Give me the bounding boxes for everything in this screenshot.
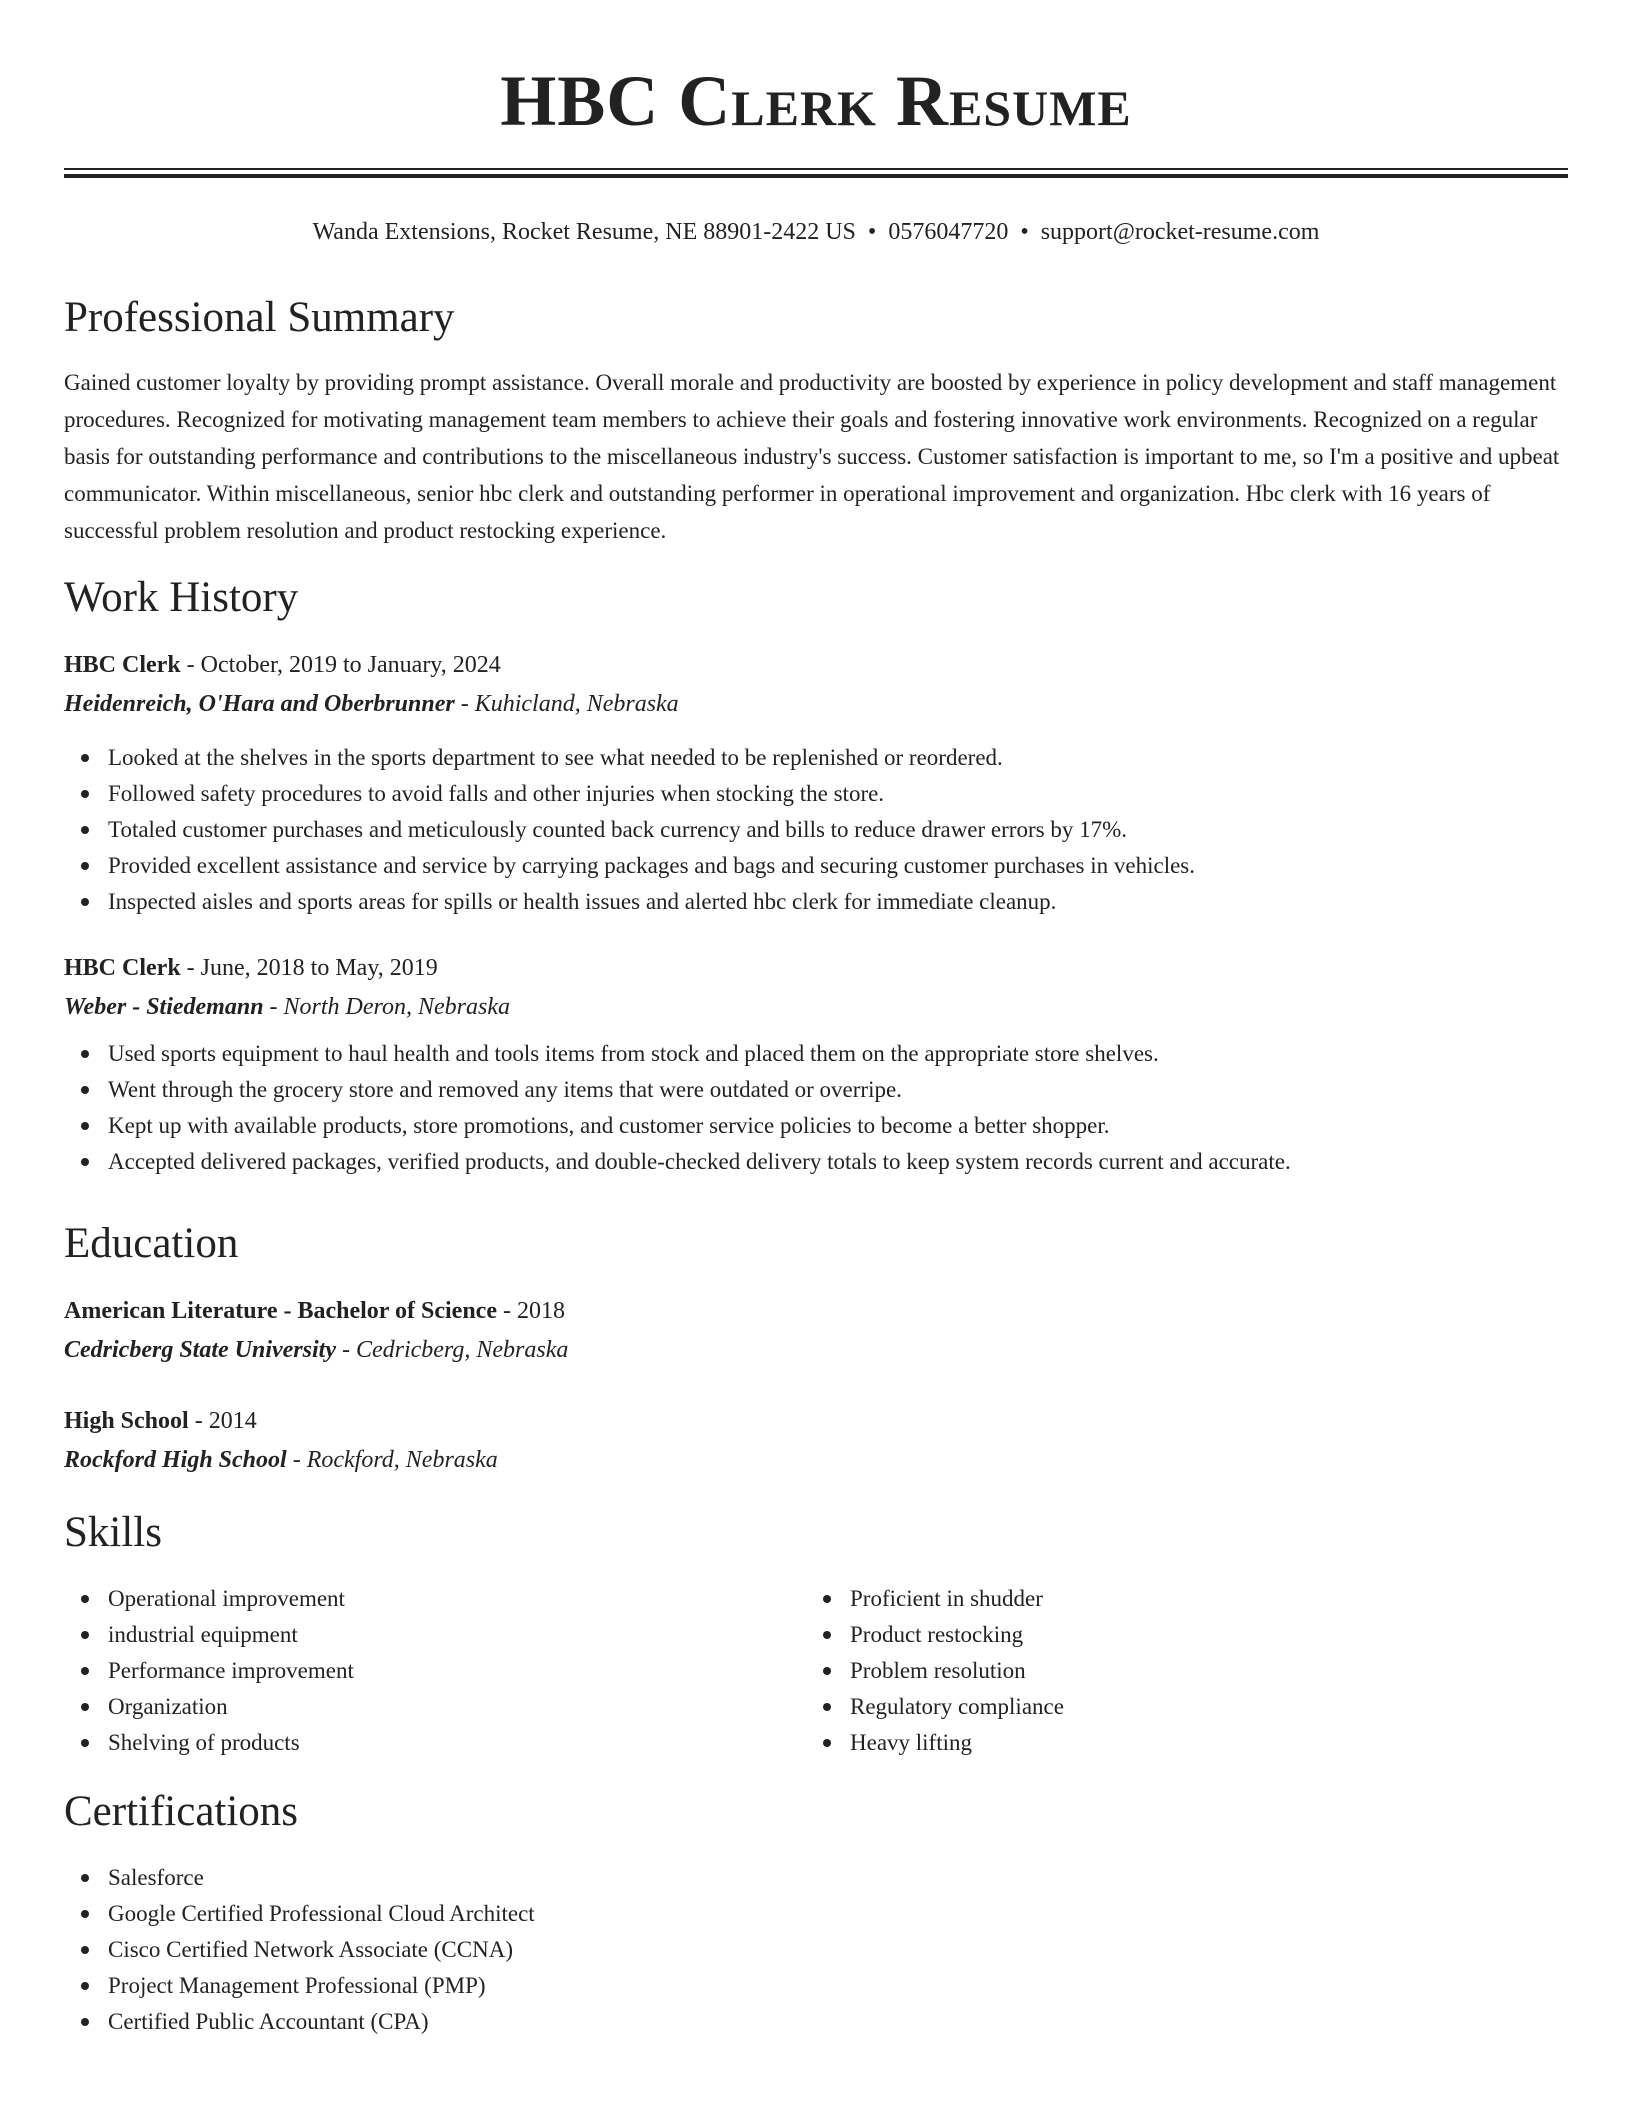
job-title-line [64,950,438,986]
bullet-icon [81,898,89,906]
bullet-icon [81,1631,89,1639]
work-history-heading: Work History [64,574,299,621]
employer-line [64,686,679,722]
contact-line [64,214,1568,250]
list-item: Shelving of products [64,1725,354,1761]
school-location: - Rockford, Nebraska [286,1447,498,1473]
school-line [64,1442,498,1478]
list-item: industrial equipment [64,1617,354,1653]
bullet-icon [81,1703,89,1711]
bullet-icon [81,754,89,762]
list-item: Cisco Certified Network Associate (CCNA) [64,1932,535,1968]
bullet-icon [81,862,89,870]
bullet-icon [81,1946,89,1954]
list-item: Kept up with available products, store promotions, and customer service policies to become a better shopper. [64,1108,1291,1144]
employer-location: - North Deron, Nebraska [263,994,510,1020]
job-bullets [64,740,1195,920]
list-item: Project Management Professional (PMP) [64,1968,535,2004]
employer-location: - Kuhicland, Nebraska [454,691,679,717]
bullet-icon [823,1703,831,1711]
job-dates: - June, 2018 to May, 2019 [180,955,438,981]
job-bullets [64,1036,1291,1180]
degree-name: High School [64,1408,189,1434]
list-item: Inspected aisles and sports areas for spills or health issues and alerted hbc clerk for immediate cleanup. [64,884,1195,920]
bullet-icon [81,1874,89,1882]
education-heading: Education [64,1220,239,1267]
list-item: Totaled customer purchases and meticulously counted back currency and bills to reduce drawer errors by 17%. [64,812,1195,848]
list-item: Problem resolution [806,1653,1064,1689]
bullet-icon [81,1667,89,1675]
bullet-icon [823,1667,831,1675]
contact-separator: • [1020,219,1029,245]
list-item: Certified Public Accountant (CPA) [64,2004,535,2040]
contact-separator: • [867,219,877,245]
list-item: Google Certified Professional Cloud Architect [64,1896,535,1932]
title-divider-thick [64,174,1568,178]
bullet-icon [81,1595,89,1603]
school-line [64,1332,568,1368]
bullet-icon [81,1122,89,1130]
bullet-icon [823,1595,831,1603]
job-dates: - October, 2019 to January, 2024 [180,652,501,678]
bullet-icon [81,790,89,798]
list-item: Followed safety procedures to avoid falls and other injuries when stocking the store. [64,776,1195,812]
employer-name: Heidenreich, O'Hara and Oberbrunner [64,691,455,717]
list-item: Looked at the shelves in the sports department to see what needed to be replenished or reordered. [64,740,1195,776]
list-item: Used sports equipment to haul health and tools items from stock and placed them on the appropriate store shelves. [64,1036,1291,1072]
bullet-icon [81,1086,89,1094]
bullet-icon [81,1982,89,1990]
contact-phone: 0576047720 [888,219,1009,245]
certifications-list [64,1860,535,2040]
skills-list-left [64,1581,354,1761]
list-item: Organization [64,1689,354,1725]
job-title-line [64,647,501,683]
bullet-icon [81,1158,89,1166]
bullet-icon [81,2018,89,2026]
resume-title: HBC Clerk Resume [500,61,1132,141]
employer-line [64,989,510,1025]
summary-heading: Professional Summary [64,294,455,341]
skills-heading: Skills [64,1509,162,1556]
bullet-icon [823,1631,831,1639]
list-item: Operational improvement [64,1581,354,1617]
list-item: Performance improvement [64,1653,354,1689]
degree-line [64,1293,565,1329]
summary-text: Gained customer loyalty by providing prompt assistance. Overall morale and productivity are boosted by experience in policy development and staff management procedures. Recognized for motivating management team members to achieve their goals and fostering innovative work environments. Recognized on a regular basis for outstanding performance and contributions to the miscellaneous industry's success. Customer satisfaction is important to me, so I'm a positive and upbeat communicator. Within miscellaneous, senior hbc clerk and outstanding performer in operational improvement and organization. Hbc clerk with 16 years of successful problem resolution and product restocking experience. [64,370,1560,543]
bullet-icon [823,1739,831,1747]
school-name: Cedricberg State University [64,1337,336,1363]
list-item: Regulatory compliance [806,1689,1064,1725]
school-name: Rockford High School [64,1447,287,1473]
degree-name: American Literature - Bachelor of Science [64,1298,497,1324]
list-item: Went through the grocery store and removed any items that were outdated or overripe. [64,1072,1291,1108]
list-item: Salesforce [64,1860,535,1896]
degree-year: - 2018 [496,1298,565,1324]
job-title: HBC Clerk [64,955,181,981]
bullet-icon [81,1739,89,1747]
bullet-icon [81,1910,89,1918]
job-title: HBC Clerk [64,652,181,678]
certifications-heading: Certifications [64,1788,299,1835]
employer-name: Weber - Stiedemann [64,994,264,1020]
skills-list-right [806,1581,1064,1761]
list-item: Product restocking [806,1617,1064,1653]
bullet-icon [81,1050,89,1058]
bullet-icon [81,826,89,834]
degree-line [64,1403,257,1439]
list-item: Proficient in shudder [806,1581,1064,1617]
contact-address: Wanda Extensions, Rocket Resume, NE 88901-2422 US [312,219,856,245]
school-location: - Cedricberg, Nebraska [335,1337,569,1363]
list-item: Provided excellent assistance and service by carrying packages and bags and securing customer purchases in vehicles. [64,848,1195,884]
list-item: Accepted delivered packages, verified products, and double-checked delivery totals to keep system records current and accurate. [64,1144,1291,1180]
title-divider-thin [64,168,1568,170]
contact-email: support@rocket-resume.com [1040,219,1320,245]
degree-year: - 2014 [188,1408,257,1434]
list-item: Heavy lifting [806,1725,1064,1761]
